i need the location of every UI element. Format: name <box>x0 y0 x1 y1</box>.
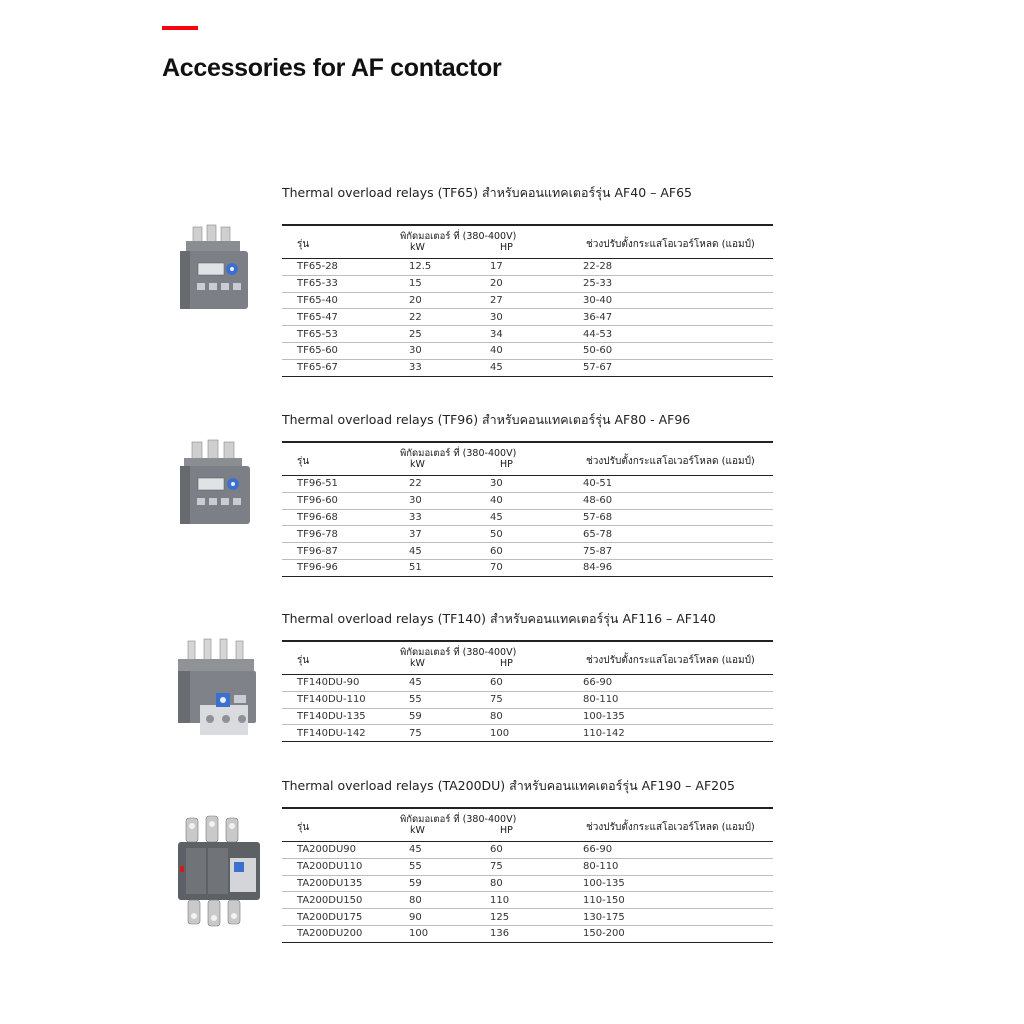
tf140-relay-image <box>172 635 264 741</box>
cell-model: TF65-67 <box>282 359 397 376</box>
spec-table <box>282 224 773 377</box>
spec-table <box>282 640 773 742</box>
cell-hp: 110 <box>485 892 573 909</box>
cell-kw: 45 <box>397 675 485 692</box>
table-row <box>282 691 773 708</box>
cell-hp: 40 <box>485 342 573 359</box>
table-row <box>282 708 773 725</box>
cell-range: 65-78 <box>573 526 773 543</box>
header-hp: HP <box>500 242 513 253</box>
cell-hp: 30 <box>485 476 573 493</box>
cell-range: 100-135 <box>573 708 773 725</box>
header-motor-rating: พิกัดมอเตอร์ ที่ (380-400V) <box>400 231 517 242</box>
cell-kw: 55 <box>397 691 485 708</box>
cell-model: TA200DU150 <box>282 892 397 909</box>
cell-model: TF96-60 <box>282 492 397 509</box>
cell-kw: 45 <box>397 842 485 859</box>
table-header <box>282 808 773 842</box>
table-row <box>282 275 773 292</box>
cell-model: TF96-51 <box>282 476 397 493</box>
cell-kw: 15 <box>397 275 485 292</box>
cell-kw: 75 <box>397 725 485 742</box>
cell-model: TF65-33 <box>282 275 397 292</box>
header-current-range: ช่วงปรับตั้งกระแสโอเวอร์โหลด (แอมป์) <box>586 655 755 666</box>
tf96-relay-image <box>168 438 258 530</box>
cell-hp: 30 <box>485 309 573 326</box>
page-title: Accessories for AF contactor <box>162 54 502 82</box>
cell-hp: 45 <box>485 509 573 526</box>
cell-hp: 50 <box>485 526 573 543</box>
table-header <box>282 225 773 259</box>
table-row <box>282 526 773 543</box>
cell-range: 57-67 <box>573 359 773 376</box>
table-row <box>282 259 773 276</box>
cell-hp: 75 <box>485 858 573 875</box>
cell-kw: 33 <box>397 359 485 376</box>
header-motor-rating: พิกัดมอเตอร์ ที่ (380-400V) <box>400 647 517 658</box>
cell-range: 30-40 <box>573 292 773 309</box>
cell-hp: 45 <box>485 359 573 376</box>
cell-range: 48-60 <box>573 492 773 509</box>
cell-range: 44-53 <box>573 326 773 343</box>
cell-kw: 30 <box>397 492 485 509</box>
cell-range: 40-51 <box>573 476 773 493</box>
table-header <box>282 641 773 675</box>
cell-kw: 30 <box>397 342 485 359</box>
cell-model: TA200DU90 <box>282 842 397 859</box>
cell-kw: 22 <box>397 309 485 326</box>
cell-kw: 37 <box>397 526 485 543</box>
cell-model: TF96-68 <box>282 509 397 526</box>
cell-model: TF65-47 <box>282 309 397 326</box>
table-row <box>282 675 773 692</box>
cell-hp: 60 <box>485 675 573 692</box>
section-title: Thermal overload relays (TA200DU) สำหรับคอนแทคเตอร์รุ่น AF190 – AF205 <box>282 778 736 793</box>
cell-range: 130-175 <box>573 909 773 926</box>
table-row <box>282 292 773 309</box>
header-model: รุ่น <box>297 456 310 467</box>
cell-hp: 136 <box>485 925 573 942</box>
cell-model: TF140DU-90 <box>282 675 397 692</box>
spec-table <box>282 807 773 943</box>
table-row <box>282 909 773 926</box>
cell-hp: 100 <box>485 725 573 742</box>
cell-range: 66-90 <box>573 675 773 692</box>
cell-kw: 59 <box>397 708 485 725</box>
cell-kw: 55 <box>397 858 485 875</box>
table-row <box>282 492 773 509</box>
cell-hp: 20 <box>485 275 573 292</box>
cell-range: 80-110 <box>573 858 773 875</box>
cell-hp: 125 <box>485 909 573 926</box>
cell-kw: 45 <box>397 543 485 560</box>
table-row <box>282 842 773 859</box>
header-model: รุ่น <box>297 655 310 666</box>
cell-hp: 75 <box>485 691 573 708</box>
table-row <box>282 858 773 875</box>
cell-hp: 60 <box>485 842 573 859</box>
header-kw: kW <box>410 242 425 253</box>
cell-model: TF65-60 <box>282 342 397 359</box>
cell-hp: 70 <box>485 559 573 576</box>
tf65-relay-image <box>168 223 258 315</box>
table-row <box>282 359 773 376</box>
cell-kw: 100 <box>397 925 485 942</box>
cell-kw: 33 <box>397 509 485 526</box>
cell-hp: 60 <box>485 543 573 560</box>
header-current-range: ช่วงปรับตั้งกระแสโอเวอร์โหลด (แอมป์) <box>586 456 755 467</box>
cell-range: 22-28 <box>573 259 773 276</box>
table-row <box>282 543 773 560</box>
cell-model: TF65-28 <box>282 259 397 276</box>
table-header <box>282 442 773 476</box>
cell-model: TF140DU-135 <box>282 708 397 725</box>
cell-kw: 12.5 <box>397 259 485 276</box>
cell-hp: 80 <box>485 875 573 892</box>
header-current-range: ช่วงปรับตั้งกระแสโอเวอร์โหลด (แอมป์) <box>586 239 755 250</box>
cell-model: TF96-96 <box>282 559 397 576</box>
cell-model: TA200DU110 <box>282 858 397 875</box>
cell-hp: 40 <box>485 492 573 509</box>
cell-model: TA200DU200 <box>282 925 397 942</box>
cell-kw: 80 <box>397 892 485 909</box>
cell-model: TF65-40 <box>282 292 397 309</box>
header-hp: HP <box>500 459 513 470</box>
table-row <box>282 509 773 526</box>
spec-table <box>282 441 773 577</box>
cell-range: 100-135 <box>573 875 773 892</box>
table-row <box>282 476 773 493</box>
cell-range: 150-200 <box>573 925 773 942</box>
cell-range: 80-110 <box>573 691 773 708</box>
table-row <box>282 309 773 326</box>
header-model: รุ่น <box>297 239 310 250</box>
cell-hp: 27 <box>485 292 573 309</box>
cell-hp: 80 <box>485 708 573 725</box>
table-row <box>282 925 773 942</box>
header-hp: HP <box>500 825 513 836</box>
cell-range: 50-60 <box>573 342 773 359</box>
cell-kw: 20 <box>397 292 485 309</box>
header-kw: kW <box>410 825 425 836</box>
table-row <box>282 875 773 892</box>
cell-range: 66-90 <box>573 842 773 859</box>
section-title: Thermal overload relays (TF96) สำหรับคอนแทคเตอร์รุ่น AF80 - AF96 <box>282 412 691 427</box>
cell-kw: 59 <box>397 875 485 892</box>
header-motor-rating: พิกัดมอเตอร์ ที่ (380-400V) <box>400 814 517 825</box>
cell-range: 57-68 <box>573 509 773 526</box>
table-row <box>282 559 773 576</box>
cell-range: 84-96 <box>573 559 773 576</box>
cell-model: TF140DU-110 <box>282 691 397 708</box>
header-hp: HP <box>500 658 513 669</box>
cell-model: TF96-78 <box>282 526 397 543</box>
cell-kw: 22 <box>397 476 485 493</box>
header-model: รุ่น <box>297 822 310 833</box>
cell-kw: 90 <box>397 909 485 926</box>
cell-model: TA200DU175 <box>282 909 397 926</box>
cell-range: 75-87 <box>573 543 773 560</box>
cell-hp: 34 <box>485 326 573 343</box>
table-row <box>282 342 773 359</box>
header-kw: kW <box>410 459 425 470</box>
header-kw: kW <box>410 658 425 669</box>
section-title: Thermal overload relays (TF65) สำหรับคอนแทคเตอร์รุ่น AF40 – AF65 <box>282 185 692 200</box>
header-motor-rating: พิกัดมอเตอร์ ที่ (380-400V) <box>400 448 517 459</box>
cell-range: 36-47 <box>573 309 773 326</box>
ta200du-relay-image <box>172 814 268 930</box>
cell-hp: 17 <box>485 259 573 276</box>
cell-model: TA200DU135 <box>282 875 397 892</box>
cell-range: 110-150 <box>573 892 773 909</box>
section-title: Thermal overload relays (TF140) สำหรับคอนแทคเตอร์รุ่น AF116 – AF140 <box>282 611 716 626</box>
cell-model: TF65-53 <box>282 326 397 343</box>
cell-kw: 51 <box>397 559 485 576</box>
cell-kw: 25 <box>397 326 485 343</box>
cell-range: 110-142 <box>573 725 773 742</box>
cell-model: TF96-87 <box>282 543 397 560</box>
header-current-range: ช่วงปรับตั้งกระแสโอเวอร์โหลด (แอมป์) <box>586 822 755 833</box>
cell-model: TF140DU-142 <box>282 725 397 742</box>
accent-bar <box>162 26 198 30</box>
table-row <box>282 326 773 343</box>
table-row <box>282 892 773 909</box>
cell-range: 25-33 <box>573 275 773 292</box>
table-row <box>282 725 773 742</box>
